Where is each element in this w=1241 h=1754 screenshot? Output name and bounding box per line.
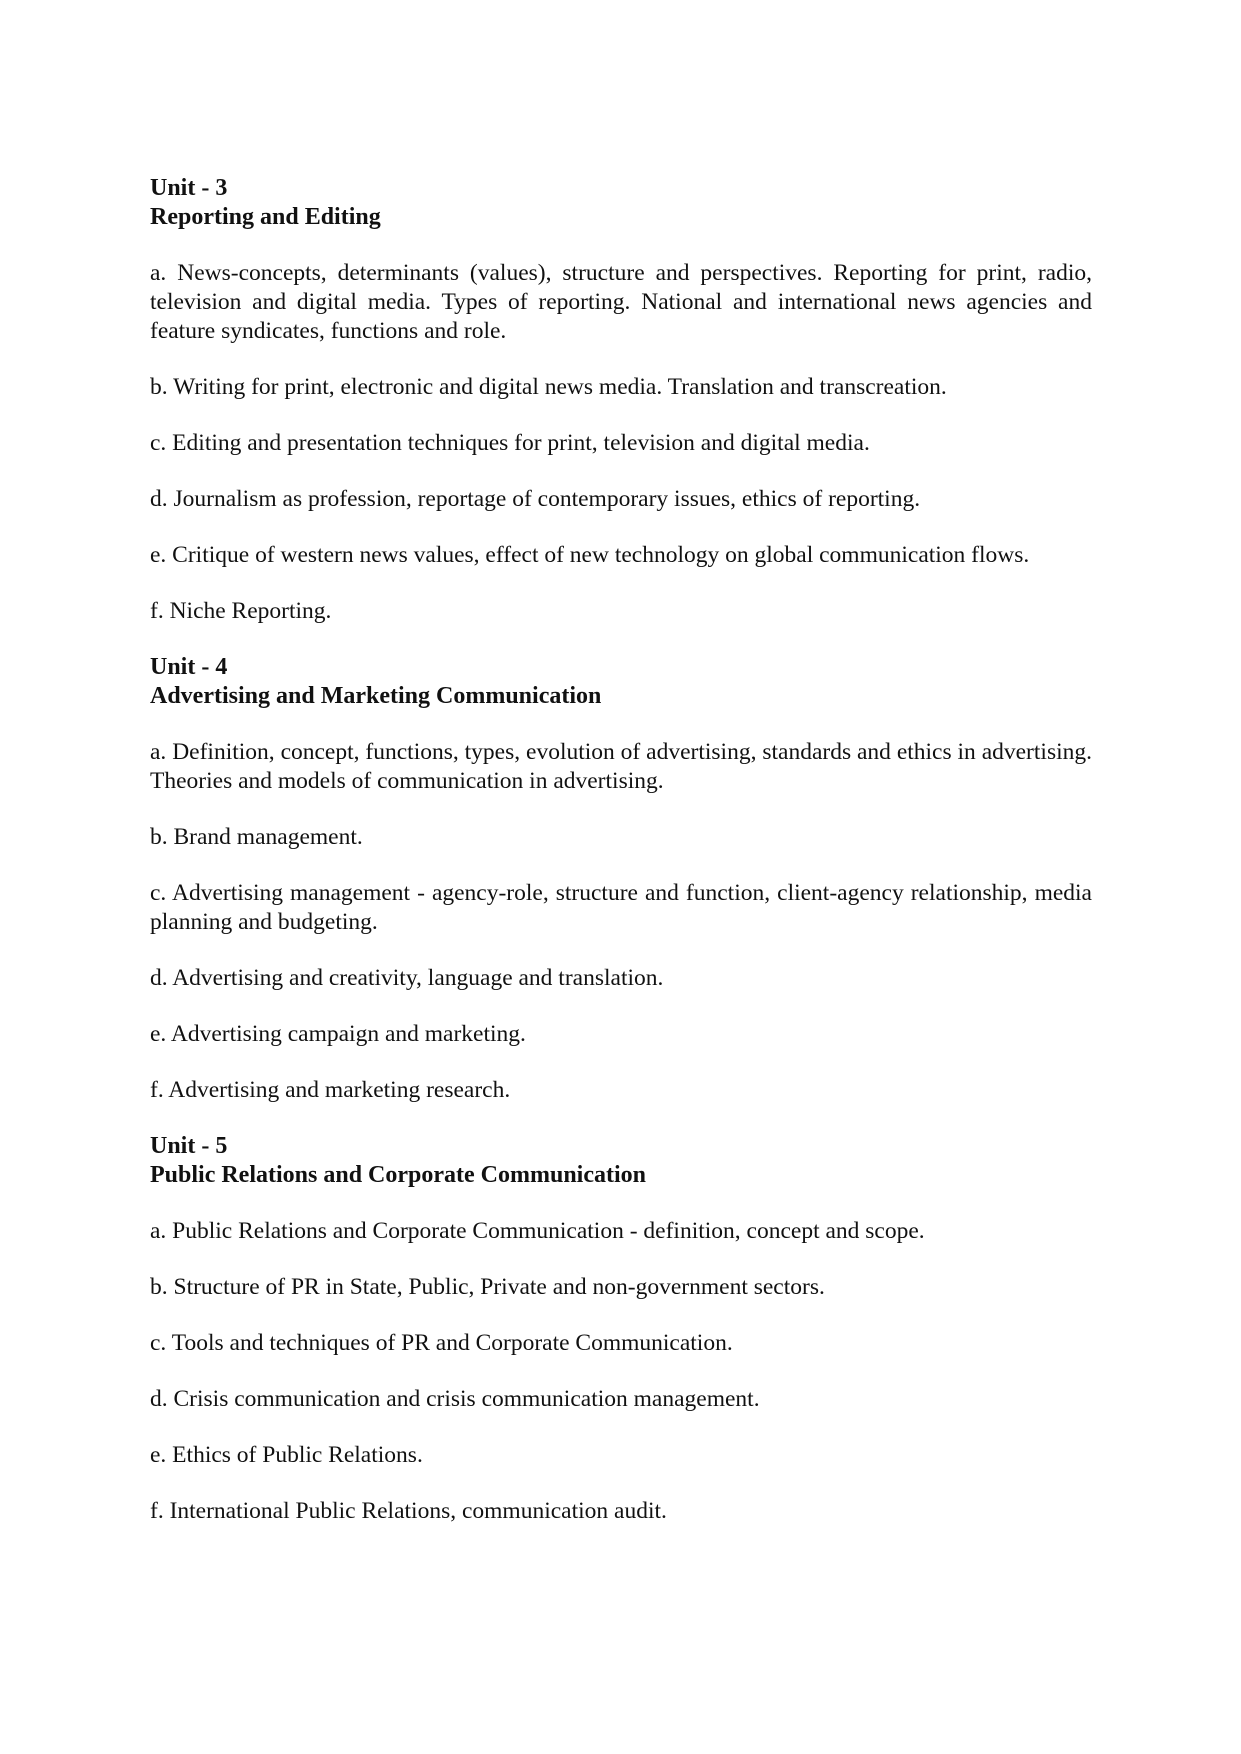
- unit-item: d. Journalism as profession, reportage of contemporary issues, ethics of reporting.: [150, 486, 921, 512]
- unit-item: f. Niche Reporting.: [150, 598, 332, 624]
- unit-number: Unit - 5: [150, 1133, 228, 1159]
- unit-item: e. Critique of western news values, effect of new technology on global communication flows.: [150, 542, 1030, 568]
- unit-item: f. Advertising and marketing research.: [150, 1077, 511, 1103]
- unit-header: [150, 1132, 1092, 1190]
- unit-item: d. Crisis communication and crisis communication management.: [150, 1386, 760, 1412]
- unit-item: b. Writing for print, electronic and digital news media. Translation and transcreation.: [150, 374, 947, 400]
- unit-item: e. Advertising campaign and marketing.: [150, 1021, 526, 1047]
- unit-3-section: [150, 174, 1092, 626]
- unit-item: c. Tools and techniques of PR and Corporate Communication.: [150, 1330, 733, 1356]
- unit-item: c. Advertising management - agency-role, structure and function, client-agency relationship, media planning and budgeting.: [150, 880, 1092, 935]
- unit-item: a. Public Relations and Corporate Communication - definition, concept and scope.: [150, 1218, 925, 1244]
- unit-header: [150, 174, 1092, 232]
- unit-item: d. Advertising and creativity, language and translation.: [150, 965, 664, 991]
- unit-title: Reporting and Editing: [150, 204, 381, 230]
- unit-header: [150, 653, 1092, 711]
- unit-item: f. International Public Relations, communication audit.: [150, 1498, 667, 1524]
- unit-item: c. Editing and presentation techniques for print, television and digital media.: [150, 430, 870, 456]
- unit-item: a. Definition, concept, functions, types, evolution of advertising, standards and ethics in advertising. Theories and models of communication in advertising.: [150, 739, 1092, 794]
- unit-title: Public Relations and Corporate Communication: [150, 1162, 647, 1188]
- unit-5-section: [150, 1132, 1092, 1526]
- document-page: [150, 174, 1092, 1526]
- unit-title: Advertising and Marketing Communication: [150, 683, 602, 709]
- unit-number: Unit - 4: [150, 654, 228, 680]
- unit-number: Unit - 3: [150, 175, 228, 201]
- unit-item: e. Ethics of Public Relations.: [150, 1442, 423, 1468]
- unit-item: b. Brand management.: [150, 824, 363, 850]
- unit-item: b. Structure of PR in State, Public, Private and non-government sectors.: [150, 1274, 825, 1300]
- unit-4-section: [150, 653, 1092, 1105]
- unit-item: a. News-concepts, determinants (values), structure and perspectives. Reporting for print, radio, television and digital media. Types of reporting. National and international news agencies and feature syndicates, functions and role.: [150, 260, 1092, 344]
